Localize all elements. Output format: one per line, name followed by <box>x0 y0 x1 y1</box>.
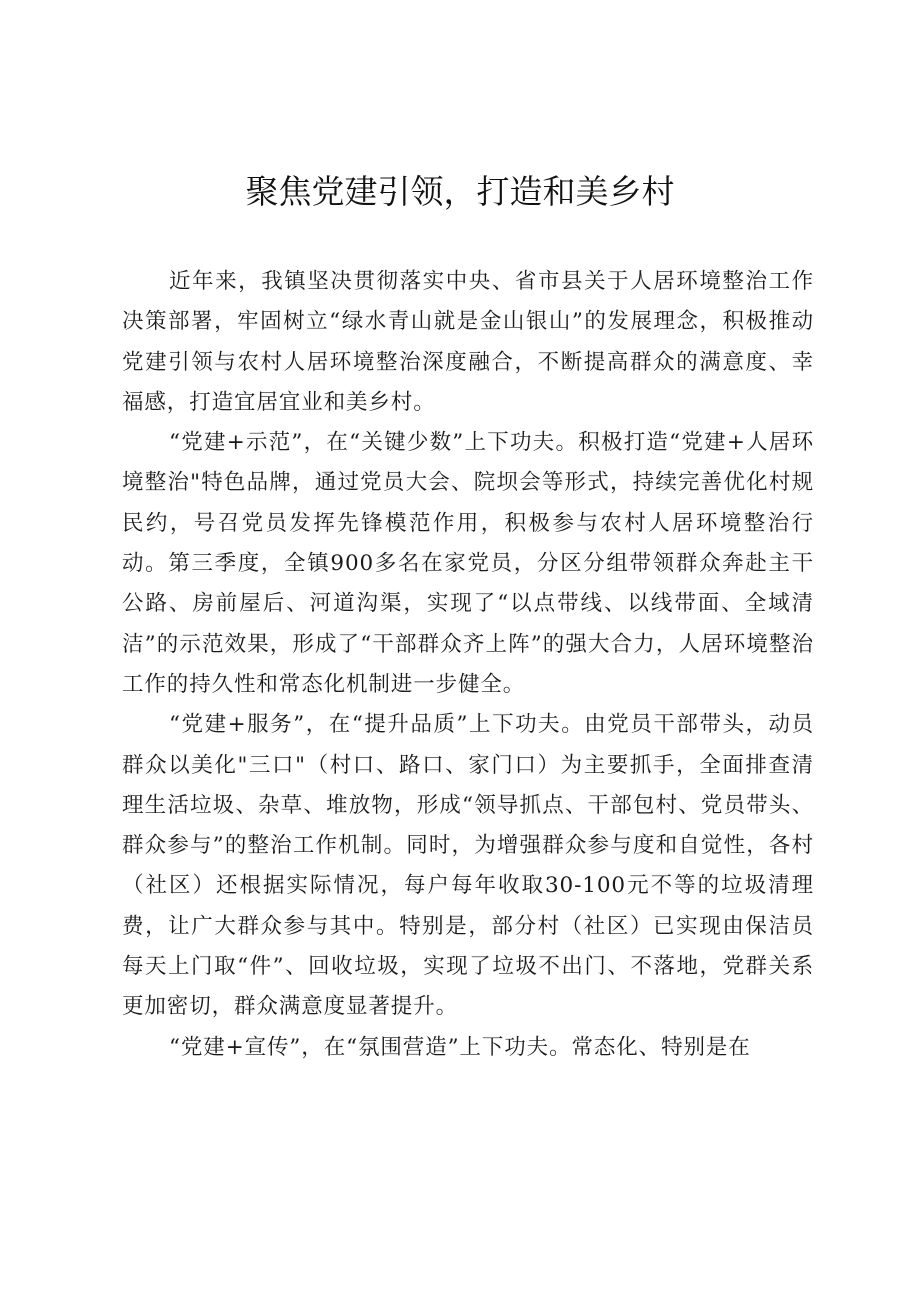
paragraph-party-demonstration: “党建+示范”，在“关键少数”上下功夫。积极打造“党建+人居环境整治"特色品牌，通过党员大会、院坝会等形式，持续完善优化村规民约，号召党员发挥先锋模范作用，积极参与农村人居环境整治行动。第三季度，全镇900多名在家党员，分区分组带领群众奔赴主干公路、房前屋后、河道沟渠，实现了“以点带线、以线带面、全域清洁”的示范效果，形成了“干部群众齐上阵”的强大合力，人居环境整治工作的持久性和常态化机制进一步健全。 <box>122 430 814 697</box>
document-body <box>122 262 814 1068</box>
document-title: 聚焦党建引领，打造和美乡村 <box>245 172 675 211</box>
paragraph-party-publicity: “党建+宣传”，在“氛围营造”上下功夫。常态化、特别是在 <box>169 1034 751 1060</box>
paragraph-intro: 近年来，我镇坚决贯彻落实中央、省市县关于人居环境整治工作决策部署，牢固树立“绿水青山就是金山银山”的发展理念，积极推动党建引领与农村人居环境整治深度融合，不断提高群众的满意度、幸福感，打造宜居宜业和美乡村。 <box>122 269 814 415</box>
paragraph-party-service: “党建+服务”，在“提升品质”上下功夫。由党员干部带头，动员群众以美化"三口"（村口、路口、家门口）为主要抓手，全面排查清理生活垃圾、杂草、堆放物，形成“领导抓点、干部包村、党员带头、群众参与”的整治工作机制。同时，为增强群众参与度和自觉性，各村（社区）还根据实际情况，每户每年收取30-100元不等的垃圾清理费，让广大群众参与其中。特别是，部分村（社区）已实现由保洁员每天上门取“件”、回收垃圾，实现了垃圾不出门、不落地，党群关系更加密切，群众满意度显著提升。 <box>122 712 814 1020</box>
